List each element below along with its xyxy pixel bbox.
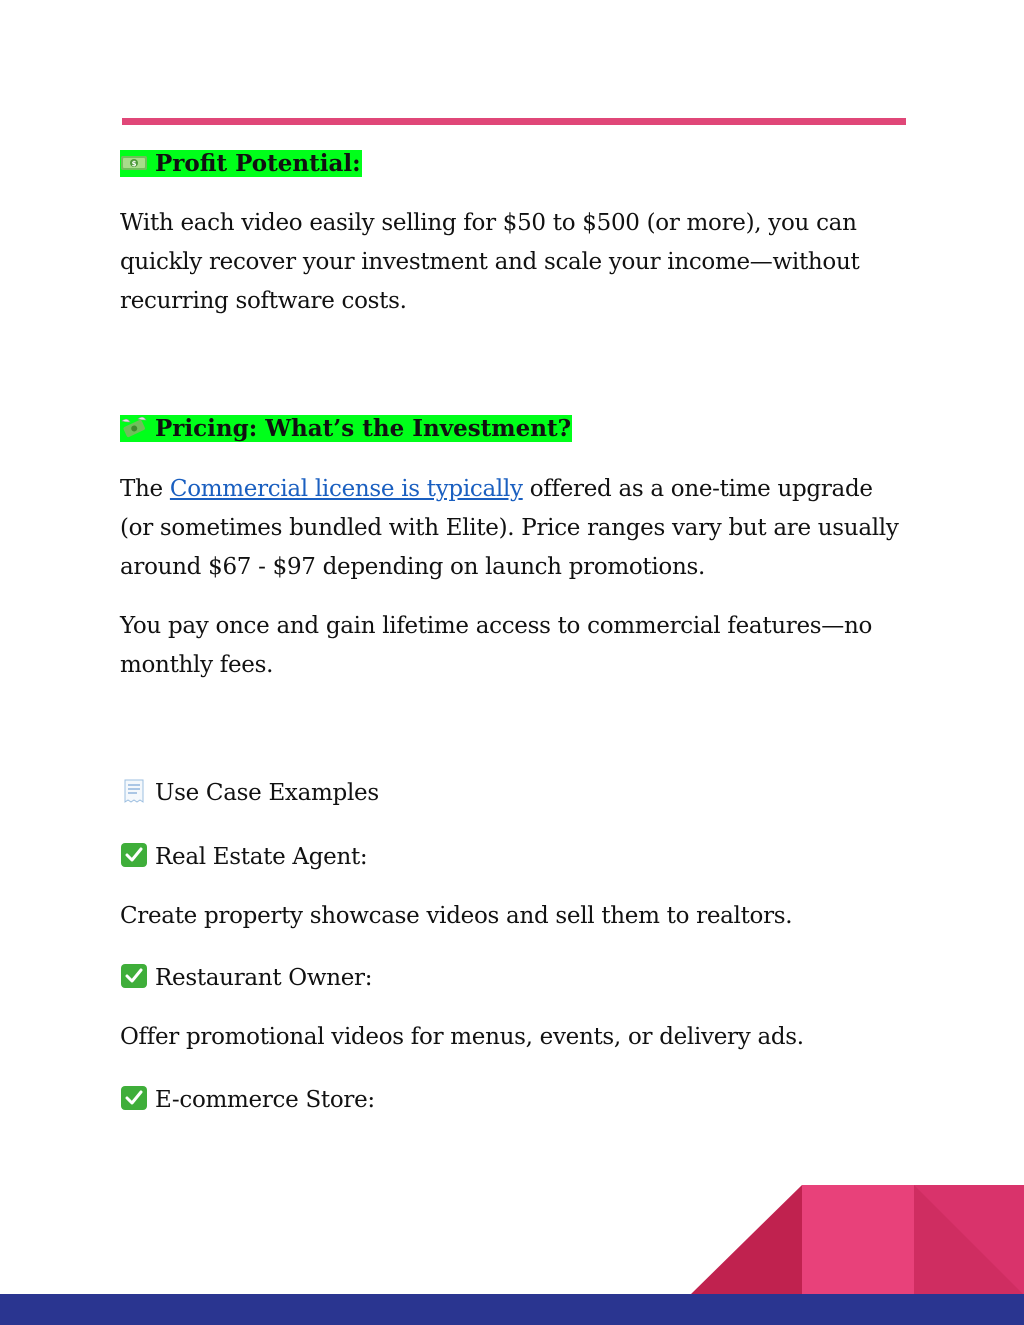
pricing-body (120, 470, 910, 587)
pricing-body-suffix: offered as a one-time upgrade (or sometimes bundled with Elite). Price ranges vary but are usually around $67 - $97 depending on launch promotions. (120, 476, 899, 580)
profit-heading-highlight (120, 150, 362, 177)
use-cases-heading (120, 778, 379, 808)
check-mark-icon (120, 964, 148, 988)
svg-text:$: $ (131, 160, 137, 168)
use-case-title-1 (120, 842, 367, 872)
profit-body: With each video easily selling for $50 to $500 (or more), you can quickly recover your investment and scale your income—without recurring software costs. (120, 210, 860, 314)
use-cases-heading-text: Use Case Examples (155, 780, 379, 806)
use-case-title-2 (120, 963, 372, 993)
use-case-title-3 (120, 1085, 375, 1115)
check-mark-icon (120, 843, 148, 867)
profit-heading-text: Profit Potential: (155, 150, 361, 177)
pricing-body-2: You pay once and gain lifetime access to commercial features—no monthly fees. (120, 613, 873, 678)
top-accent-rule (122, 118, 906, 125)
decorative-corner-shape (690, 1185, 1024, 1295)
check-mark-icon (120, 1086, 148, 1110)
use-case-desc-1: Create property showcase videos and sell them to realtors. (120, 903, 793, 929)
pricing-body-prefix: The (120, 476, 170, 502)
receipt-icon (120, 779, 148, 803)
use-case-title-3-text: E-commerce Store: (155, 1087, 375, 1113)
use-case-desc-2: Offer promotional videos for menus, events, or delivery ads. (120, 1024, 804, 1050)
pricing-heading (120, 414, 572, 444)
profit-heading (120, 149, 362, 179)
footer-bar (0, 1294, 1024, 1325)
pricing-heading-text: Pricing: What’s the Investment? (155, 415, 572, 442)
money-wings-icon (120, 415, 148, 439)
use-case-title-2-text: Restaurant Owner: (155, 965, 373, 991)
pricing-heading-highlight (120, 415, 572, 442)
money-icon (120, 150, 148, 174)
use-case-title-1-text: Real Estate Agent: (155, 844, 368, 870)
commercial-license-link[interactable]: Commercial license is typically (169, 476, 523, 502)
